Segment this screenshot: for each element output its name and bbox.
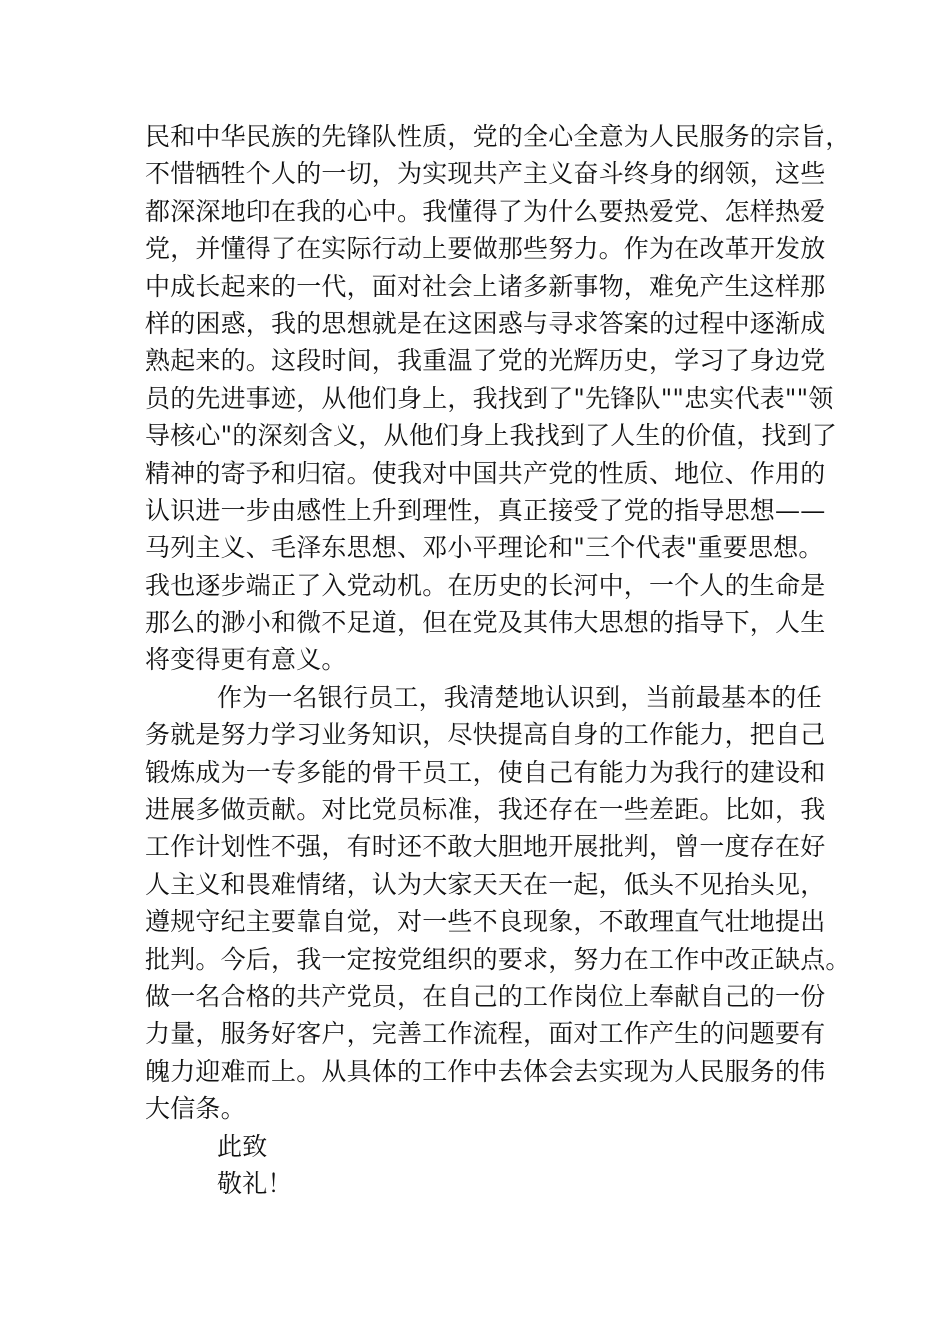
closing-regards: 敬礼！	[217, 1168, 293, 1198]
paragraph-line: 力量，服务好客户，完善工作流程，面对工作产生的问题要有	[145, 1019, 826, 1049]
paragraph-line: 中成长起来的一代，面对社会上诸多新事物，难免产生这样那	[145, 271, 826, 301]
paragraph-line: 务就是努力学习业务知识，尽快提高自身的工作能力，把自己	[145, 720, 826, 750]
paragraph-line: 不惜牺牲个人的一切，为实现共产主义奋斗终身的纲领，这些	[145, 159, 826, 189]
paragraph-line: 魄力迎难而上。从具体的工作中去体会去实现为人民服务的伟	[145, 1056, 826, 1086]
paragraph-line: 做一名合格的共产党员，在自己的工作岗位上奉献自己的一份	[145, 981, 826, 1011]
paragraph-2	[145, 679, 851, 1128]
paragraph-line: 批判。今后，我一定按党组织的要求，努力在工作中改正缺点。	[145, 944, 851, 974]
paragraph-line: 精神的寄予和归宿。使我对中国共产党的性质、地位、作用的	[145, 458, 826, 488]
paragraph-line: 样的困惑，我的思想就是在这困惑与寻求答案的过程中逐渐成	[145, 308, 826, 338]
paragraph-line: 大信条。	[145, 1094, 246, 1124]
paragraph-line: 人主义和畏难情绪，认为大家天天在一起，低头不见抬头见，	[145, 869, 826, 899]
paragraph-line: 导核心"的深刻含义，从他们身上我找到了人生的价值，找到了	[145, 421, 838, 451]
paragraph-line: 马列主义、毛泽东思想、邓小平理论和"三个代表"重要思想。	[145, 533, 824, 563]
paragraph-line: 进展多做贡献。对比党员标准，我还存在一些差距。比如，我	[145, 795, 826, 825]
paragraph-line: 熟起来的。这段时间，我重温了党的光辉历史，学习了身边党	[145, 346, 826, 376]
paragraph-line: 民和中华民族的先锋队性质，党的全心全意为人民服务的宗旨，	[145, 122, 851, 151]
paragraph-line: 党，并懂得了在实际行动上要做那些努力。作为在改革开发放	[145, 234, 826, 264]
paragraph-line: 员的先进事迹，从他们身上，我找到了"先锋队""忠实代表""领	[145, 383, 834, 413]
paragraph-line: 我也逐步端正了入党动机。在历史的长河中，一个人的生命是	[145, 570, 826, 600]
letter-body	[145, 118, 851, 1202]
paragraph-line: 将变得更有意义。	[145, 645, 347, 675]
paragraph-1	[145, 118, 851, 679]
paragraph-line: 工作计划性不强，有时还不敢大胆地开展批判，曾一度存在好	[145, 832, 826, 862]
closing	[145, 1128, 807, 1203]
paragraph-line: 那么的渺小和微不足道，但在党及其伟大思想的指导下，人生	[145, 608, 826, 638]
paragraph-line: 认识进一步由感性上升到理性，真正接受了党的指导思想——	[145, 495, 826, 525]
paragraph-line: 遵规守纪主要靠自觉，对一些不良现象，不敢理直气壮地提出	[145, 907, 826, 937]
paragraph-line: 锻炼成为一专多能的骨干员工，使自己有能力为我行的建设和	[145, 757, 826, 787]
paragraph-line: 作为一名银行员工，我清楚地认识到，当前最基本的任	[217, 682, 822, 712]
paragraph-line: 都深深地印在我的心中。我懂得了为什么要热爱党、怎样热爱	[145, 196, 826, 226]
closing-salutation: 此致	[217, 1131, 268, 1161]
